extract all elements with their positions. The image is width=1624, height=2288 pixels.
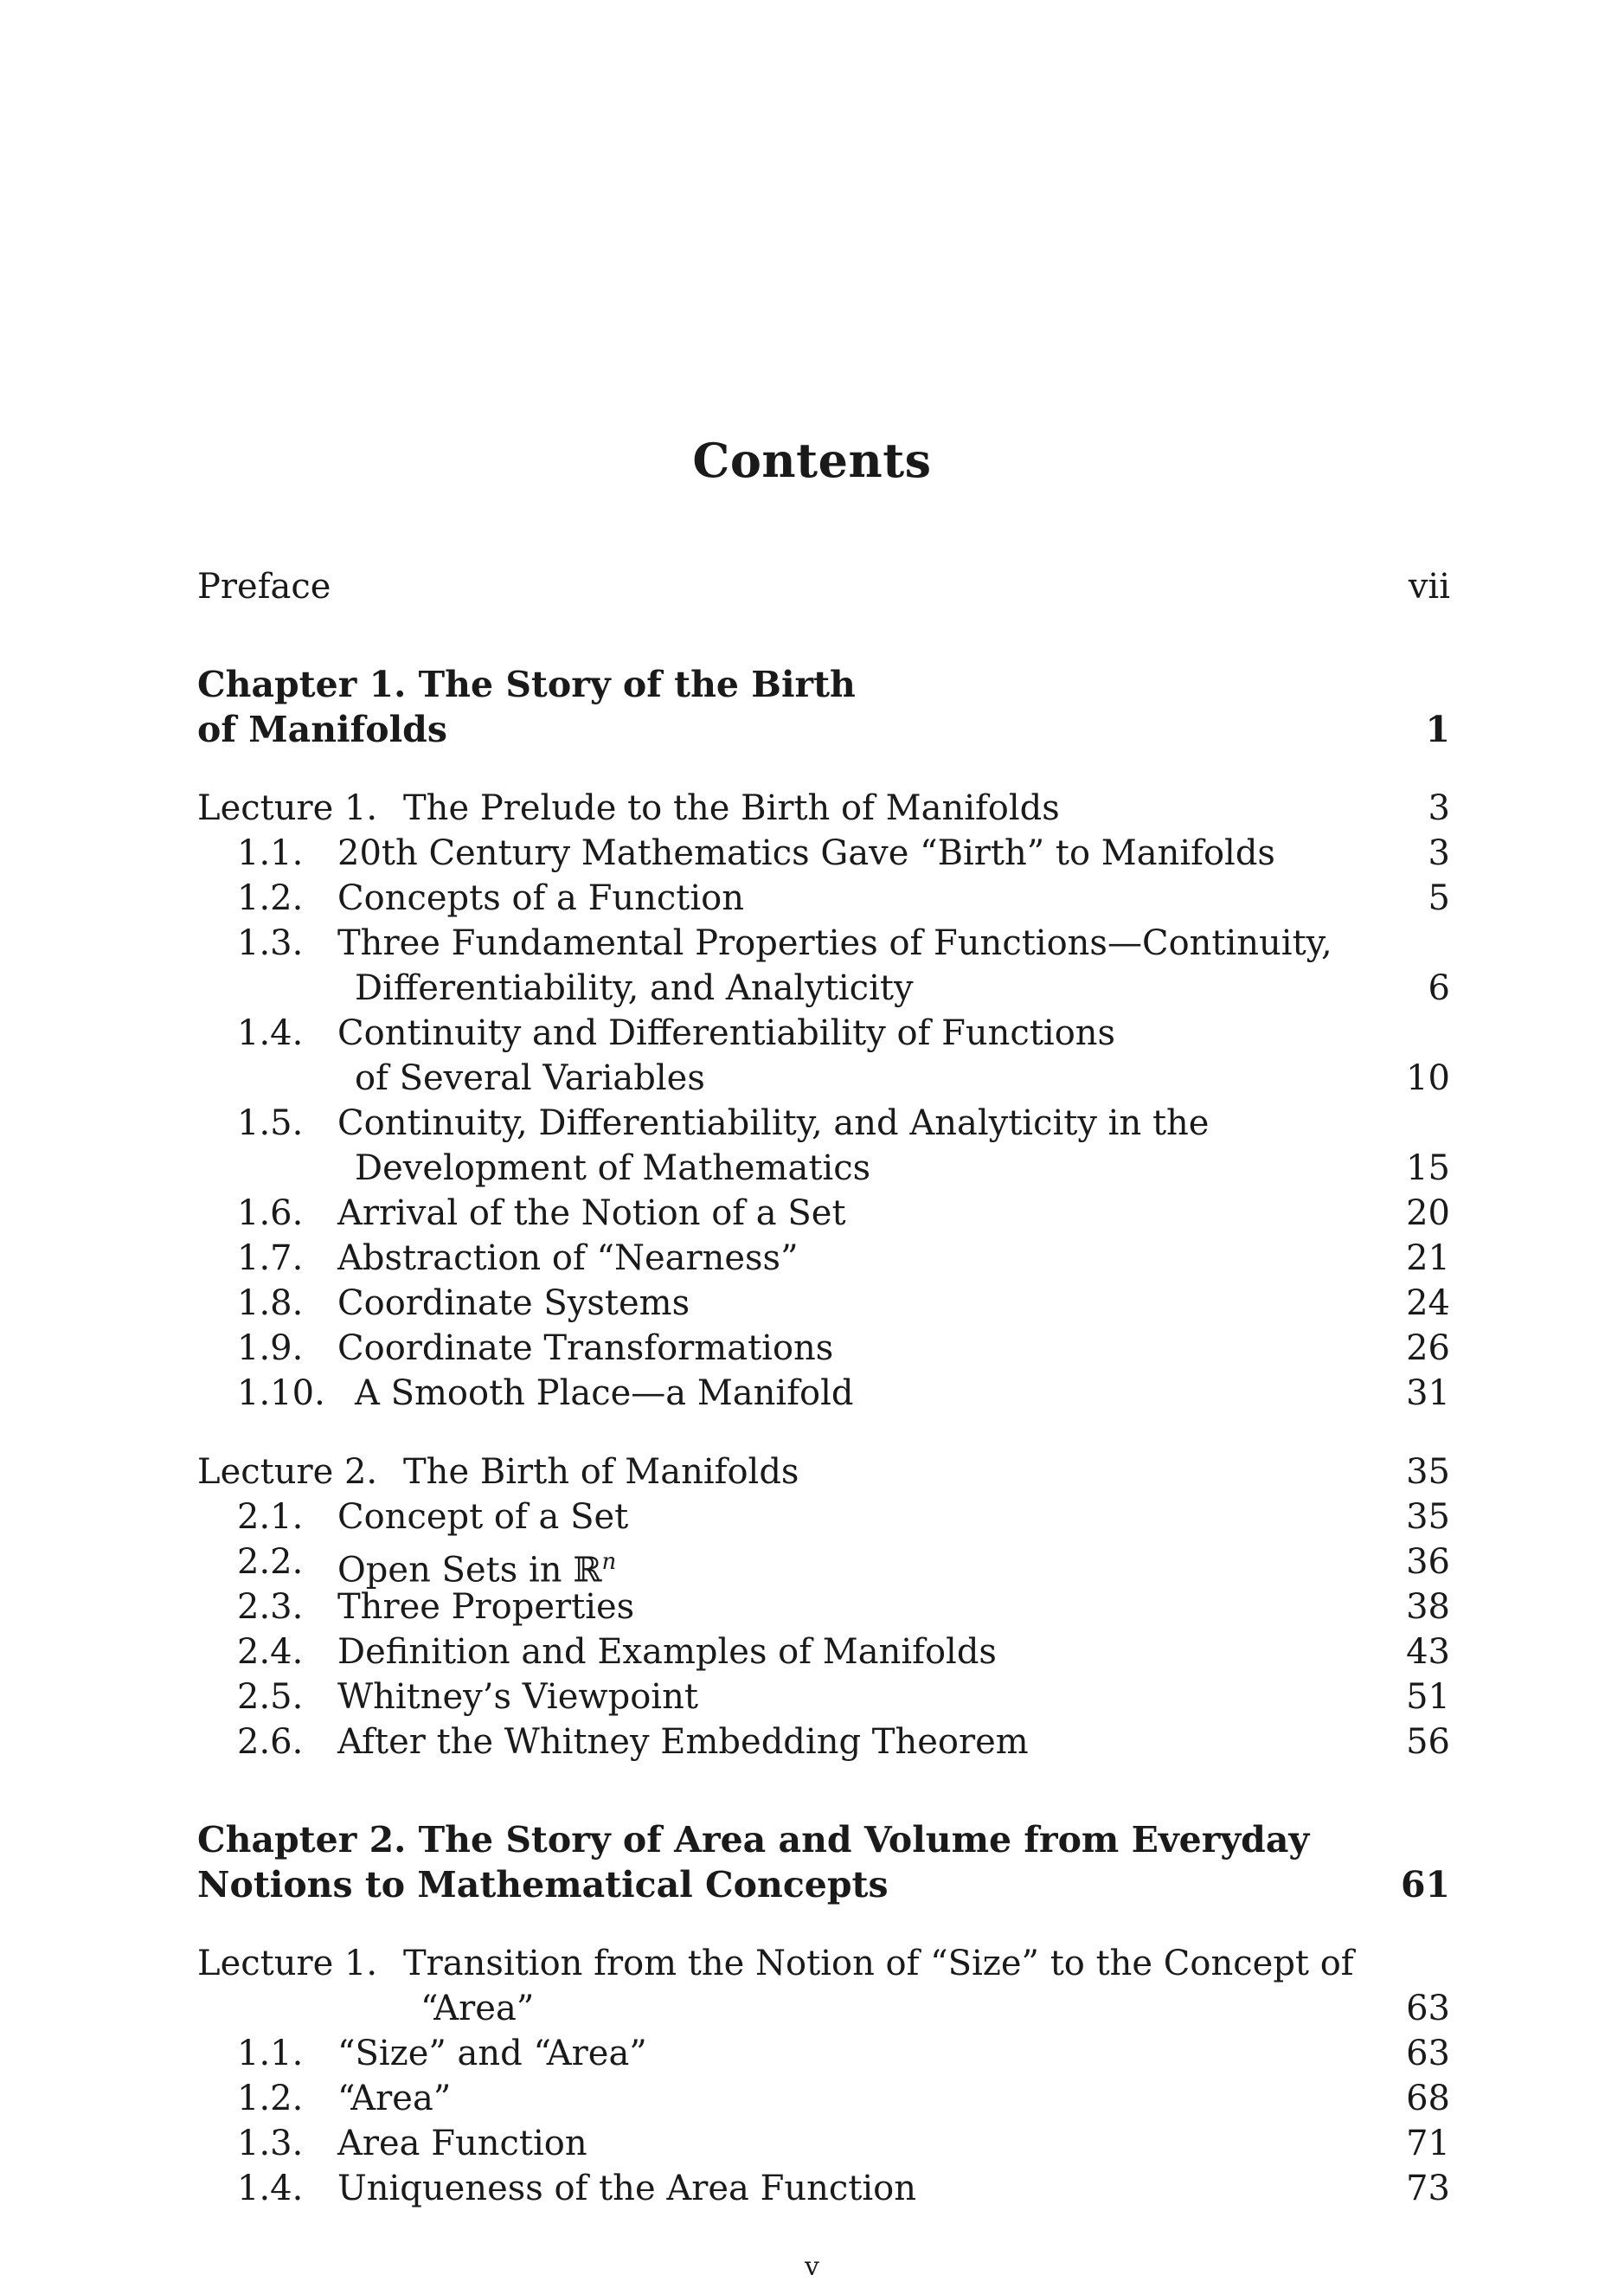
- entry-page: 63: [1406, 1989, 1450, 2028]
- section-title-cont: Development of Mathematics: [355, 1148, 871, 1188]
- entry-page: 6: [1428, 968, 1450, 1008]
- section-number: 2.6.: [237, 1722, 304, 1762]
- section-number: 2.3.: [237, 1587, 304, 1627]
- entry-page: 61: [1400, 1864, 1450, 1906]
- lecture-label: Lecture 1.: [197, 1944, 378, 1983]
- section-number: 2.2.: [237, 1542, 304, 1582]
- entry-page: 3: [1428, 833, 1450, 873]
- section-number: 1.4.: [237, 2169, 304, 2208]
- section-number: 1.7.: [237, 1238, 304, 1278]
- section-number: 1.10.: [237, 1373, 325, 1413]
- section-number: 1.1.: [237, 833, 304, 873]
- section-number: 1.2.: [237, 878, 304, 918]
- superscript-n: n: [601, 1549, 617, 1575]
- chapter-title-line2: of Manifolds: [197, 709, 447, 750]
- section-number: 2.4.: [237, 1632, 304, 1672]
- entry-page: 51: [1406, 1677, 1450, 1717]
- section-number: 1.3.: [237, 2124, 304, 2163]
- section-title-text: Open Sets in ℝ: [337, 1550, 602, 1591]
- section-number: 1.9.: [237, 1328, 304, 1368]
- entry-page: 38: [1406, 1587, 1450, 1627]
- entry-page: 56: [1406, 1722, 1450, 1762]
- entry-page: 1: [1425, 709, 1450, 750]
- section-number: 1.5.: [237, 1103, 304, 1143]
- lecture-title: The Prelude to the Birth of Manifolds: [403, 788, 1060, 828]
- section-title: Arrival of the Notion of a Set: [337, 1193, 846, 1233]
- entry-page: 73: [1406, 2169, 1450, 2208]
- entry-page: 21: [1406, 1238, 1450, 1278]
- lecture-label: Lecture 2.: [197, 1452, 378, 1492]
- entry-page: 10: [1406, 1058, 1450, 1098]
- section-title: Area Function: [337, 2124, 587, 2163]
- section-title: Coordinate Systems: [337, 1283, 690, 1323]
- section-number: 2.1.: [237, 1497, 304, 1537]
- section-title: Concepts of a Function: [337, 878, 744, 918]
- entry-page: 5: [1428, 878, 1450, 918]
- entry-page: 43: [1406, 1632, 1450, 1672]
- section-title-cont: of Several Variables: [355, 1058, 705, 1098]
- entry-page: 35: [1406, 1452, 1450, 1492]
- entry-page: 15: [1406, 1148, 1450, 1188]
- section-title: After the Whitney Embedding Theorem: [337, 1722, 1029, 1762]
- entry-page: 26: [1406, 1328, 1450, 1368]
- chapter-title-line1: Chapter 1. The Story of the Birth: [197, 664, 856, 705]
- entry-page: 63: [1406, 2034, 1450, 2073]
- section-title: Continuity, Differentiability, and Analyticity in the: [337, 1103, 1210, 1143]
- section-number: 1.3.: [237, 923, 304, 963]
- section-title: “Area”: [337, 2079, 452, 2118]
- chapter-title-line2: Notions to Mathematical Concepts: [197, 1864, 889, 1906]
- lecture-title: Transition from the Notion of “Size” to the Concept of: [403, 1944, 1354, 1983]
- section-number: 2.5.: [237, 1677, 304, 1717]
- section-title: Whitney’s Viewpoint: [337, 1677, 698, 1717]
- section-number: 1.1.: [237, 2034, 304, 2073]
- section-title: Concept of a Set: [337, 1497, 629, 1537]
- section-number: 1.8.: [237, 1283, 304, 1323]
- section-title: 20th Century Mathematics Gave “Birth” to Manifolds: [337, 833, 1275, 873]
- chapter-title-line1: Chapter 2. The Story of Area and Volume from Everyday: [197, 1819, 1310, 1861]
- entry-page: 31: [1406, 1373, 1450, 1413]
- entry-page: 71: [1406, 2124, 1450, 2163]
- entry-page: vii: [1408, 567, 1450, 607]
- entry-page: 20: [1406, 1193, 1450, 1233]
- section-title: Abstraction of “Nearness”: [337, 1238, 799, 1278]
- section-number: 1.4.: [237, 1013, 304, 1053]
- entry-page: 3: [1428, 788, 1450, 828]
- section-number: 1.6.: [237, 1193, 304, 1233]
- section-title: A Smooth Place—a Manifold: [355, 1373, 854, 1413]
- lecture-title-cont: “Area”: [420, 1989, 535, 2028]
- section-title: Uniqueness of the Area Function: [337, 2169, 916, 2208]
- section-title: Three Fundamental Properties of Functions—Continuity,: [337, 923, 1332, 963]
- section-title: Continuity and Differentiability of Functions: [337, 1013, 1116, 1053]
- entry-page: 35: [1406, 1497, 1450, 1537]
- page-title: Contents: [692, 433, 932, 488]
- entry-label: Preface: [197, 567, 331, 607]
- section-title: “Size” and “Area”: [337, 2034, 647, 2073]
- section-title: Definition and Examples of Manifolds: [337, 1632, 997, 1672]
- entry-page: 68: [1406, 2079, 1450, 2118]
- section-title: Coordinate Transformations: [337, 1328, 834, 1368]
- section-number: 1.2.: [237, 2079, 304, 2118]
- section-title-cont: Differentiability, and Analyticity: [355, 968, 914, 1008]
- lecture-label: Lecture 1.: [197, 788, 378, 828]
- entry-page: 36: [1406, 1542, 1450, 1582]
- section-title: Three Properties: [337, 1587, 635, 1627]
- entry-page: 24: [1406, 1283, 1450, 1323]
- lecture-title: The Birth of Manifolds: [403, 1452, 799, 1492]
- page-number-footer: v: [805, 2252, 819, 2282]
